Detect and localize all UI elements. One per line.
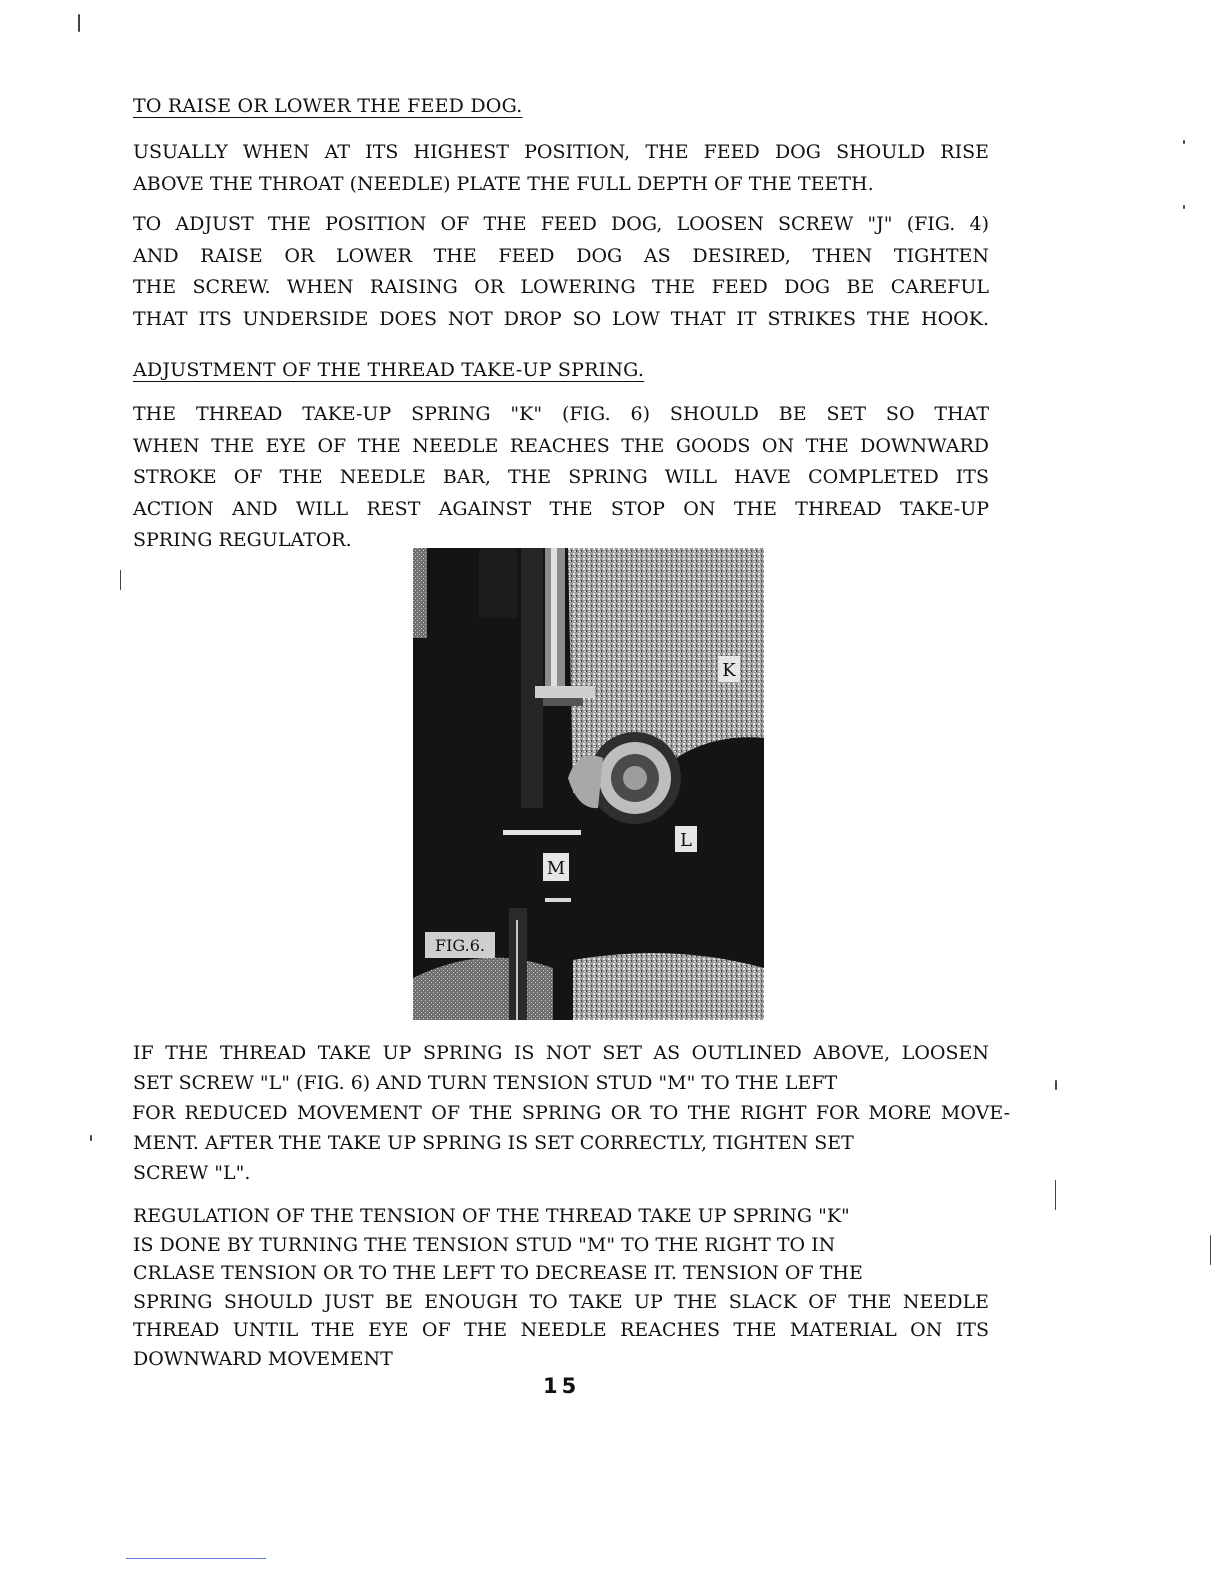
paragraph-take-up-spring-setting	[133, 399, 989, 557]
sewing-machine-illustration	[413, 548, 764, 1020]
scan-speck	[1055, 1080, 1057, 1090]
text-line: SET SCREW "L" (FIG. 6) AND TURN TENSION STUD "M" TO THE LEFT	[133, 1072, 838, 1094]
scan-speck	[90, 1135, 92, 1141]
text-line: MENT. AFTER THE TAKE UP SPRING IS SET CORRECTLY, TIGHTEN SET	[133, 1132, 854, 1154]
text-line: AND RAISE OR LOWER THE FEED DOG AS DESIRED, THEN TIGHTEN	[133, 244, 989, 267]
figure-6-photo	[413, 548, 764, 1020]
label-k: K	[722, 660, 736, 681]
scan-speck	[1183, 205, 1185, 209]
scan-speck	[1055, 1180, 1056, 1210]
heading-take-up-spring: ADJUSTMENT OF THE THREAD TAKE-UP SPRING.	[133, 359, 645, 381]
text-line: THE THREAD TAKE-UP SPRING "K" (FIG. 6) SHOULD BE SET SO THAT	[133, 403, 989, 425]
paragraph-tension-regulation	[133, 1202, 989, 1373]
text-line: THAT ITS UNDERSIDE DOES NOT DROP SO LOW THAT IT STRIKES THE HOOK.	[133, 307, 989, 330]
text-line: STROKE OF THE NEEDLE BAR, THE SPRING WILL HAVE COMPLETED ITS	[133, 466, 989, 488]
scan-speck	[120, 570, 121, 590]
text-line: IS DONE BY TURNING THE TENSION STUD "M" TO THE RIGHT TO IN	[133, 1233, 836, 1256]
heading-feed-dog: TO RAISE OR LOWER THE FEED DOG.	[133, 95, 523, 117]
text-line: CRLASE TENSION OR TO THE LEFT TO DECREASE IT. TENSION OF THE	[133, 1262, 863, 1284]
scan-speck	[78, 14, 80, 32]
text-line: THREAD UNTIL THE EYE OF THE NEEDLE REACHES THE MATERIAL ON ITS	[133, 1319, 989, 1341]
text-line: IF THE THREAD TAKE UP SPRING IS NOT SET AS OUTLINED ABOVE, LOOSEN	[133, 1042, 989, 1064]
label-m: M	[546, 858, 566, 879]
label-l: L	[680, 830, 692, 851]
text-line: SPRING REGULATOR.	[133, 529, 352, 551]
text-line: REGULATION OF THE TENSION OF THE THREAD TAKE UP SPRING "K"	[133, 1205, 850, 1227]
text-line: ABOVE THE THROAT (NEEDLE) PLATE THE FULL DEPTH OF THE TEETH.	[133, 172, 874, 195]
text-line: WHEN THE EYE OF THE NEEDLE REACHES THE GOODS ON THE DOWNWARD	[133, 434, 989, 457]
text-line: THE SCREW. WHEN RAISING OR LOWERING THE FEED DOG BE CAREFUL	[133, 276, 989, 298]
text-line: TO ADJUST THE POSITION OF THE FEED DOG, LOOSEN SCREW "J" (FIG. 4)	[133, 213, 989, 235]
scan-speck	[1210, 1235, 1211, 1265]
figure-caption: FIG.6.	[435, 936, 485, 955]
page-number: 15	[543, 1374, 581, 1398]
text-line: SCREW "L".	[133, 1162, 251, 1184]
text-line: DOWNWARD MOVEMENT	[133, 1347, 393, 1370]
paragraph-feed-dog-adjust	[133, 209, 989, 335]
text-line: ACTION AND WILL REST AGAINST THE STOP ON THE THREAD TAKE-UP	[133, 497, 989, 520]
footer-rule	[126, 1558, 266, 1559]
text-line: USUALLY WHEN AT ITS HIGHEST POSITION, THE FEED DOG SHOULD RISE	[133, 141, 989, 163]
text-line: FOR REDUCED MOVEMENT OF THE SPRING OR TO THE RIGHT FOR MORE MOVE-	[132, 1102, 1010, 1124]
paragraph-feed-dog-height	[133, 137, 989, 200]
text-line: SPRING SHOULD JUST BE ENOUGH TO TAKE UP THE SLACK OF THE NEEDLE	[133, 1290, 989, 1313]
scan-speck	[1183, 140, 1185, 144]
paragraph-set-screw-adjustment	[132, 1038, 1010, 1188]
